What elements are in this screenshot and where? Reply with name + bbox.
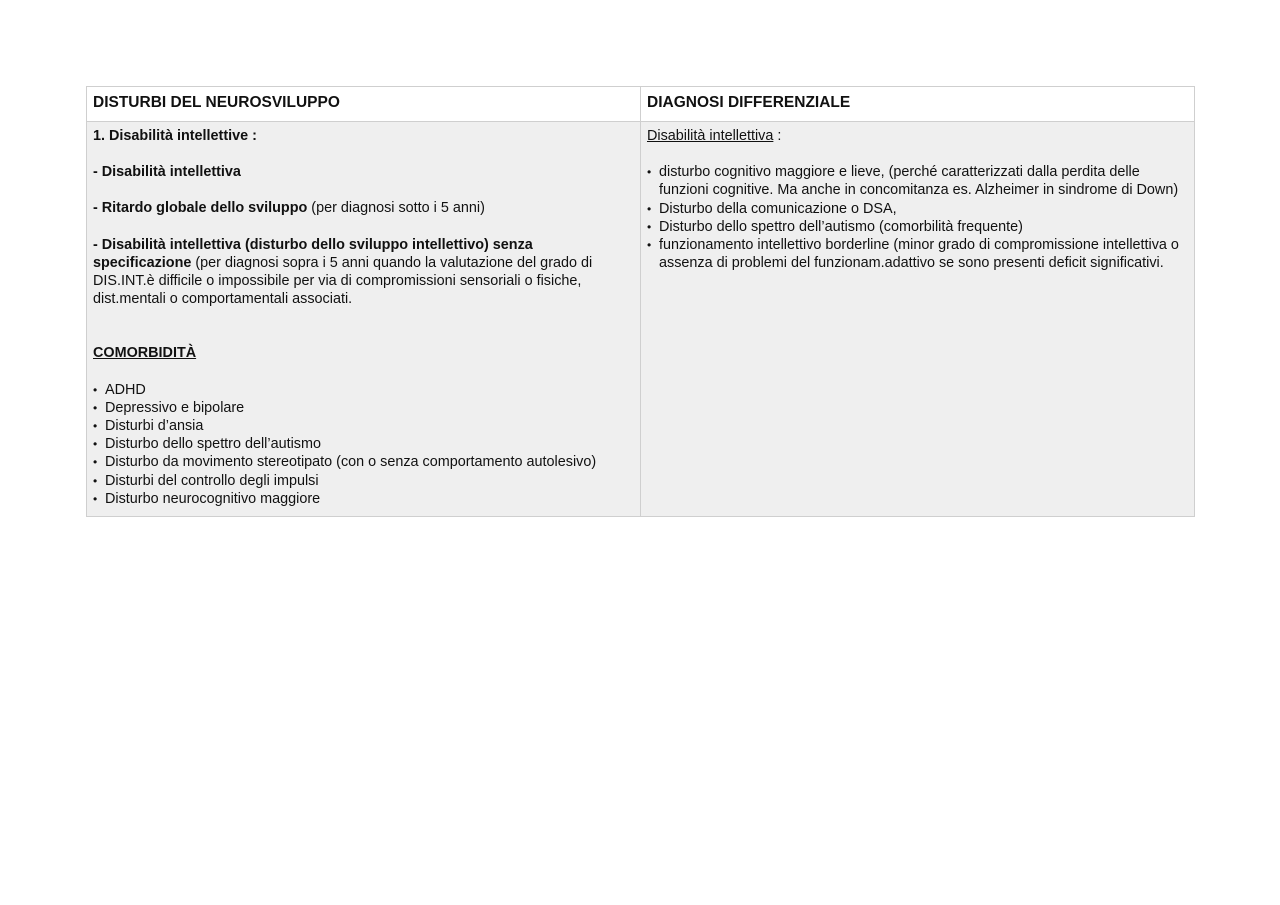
comorbidity-list: [93, 381, 634, 508]
table-row: [87, 122, 1195, 517]
section-title: 1. Disabilità intellettive :: [93, 128, 257, 144]
list-item: - Ritardo globale dello sviluppo (per diagnosi sotto i 5 anni): [93, 200, 485, 217]
list-item: • Depressivo e bipolare: [93, 399, 634, 417]
list-item: - Disabilità intellettiva (disturbo dello sviluppo intellettivo) senza specificazione (per diagnosi sopra i 5 anni quando la valutazione del grado di DIS.INT.è difficile o impossibile per via di compromissioni sensoriali o fisiche, dist.mentali o comportamentali associati.: [93, 236, 593, 308]
right-cell: [641, 122, 1195, 517]
list-item: • Disturbo dello spettro dell’autismo (comorbilità frequente): [647, 218, 1188, 236]
list-item: • Disturbo della comunicazione o DSA,: [647, 200, 1188, 218]
list-item: • ADHD: [93, 381, 634, 399]
differential-list: [647, 163, 1188, 272]
list-item: - Disabilità intellettiva: [93, 164, 241, 181]
left-cell: [87, 122, 641, 517]
list-item: • Disturbi d’ansia: [93, 417, 634, 435]
list-item: • funzionamento intellettivo borderline (minor grado di compromissione intellettiva o assenza di problemi del funzionam.adattivo se sono presenti deficit significativi.: [647, 236, 1188, 272]
comorbidity-title: COMORBIDITÀ: [93, 345, 197, 362]
list-item: • Disturbo da movimento stereotipato (con o senza comportamento autolesivo): [93, 453, 634, 471]
differential-title: Disabilità intellettiva :: [647, 128, 782, 144]
table-header-row: [87, 87, 1195, 122]
header-differential-diagnosis: DIAGNOSI DIFFERENZIALE: [641, 87, 1195, 122]
list-item: • Disturbo neurocognitivo maggiore: [93, 490, 634, 508]
diagnosis-table: [86, 86, 1195, 517]
header-neurodevelopmental: DISTURBI DEL NEUROSVILUPPO: [87, 87, 641, 122]
list-item: • Disturbi del controllo degli impulsi: [93, 472, 634, 490]
list-item: • Disturbo dello spettro dell’autismo: [93, 435, 634, 453]
list-item: • disturbo cognitivo maggiore e lieve, (perché caratterizzati dalla perdita delle funzioni cognitive. Ma anche in concomitanza es. Alzheimer in sindrome di Down): [647, 163, 1188, 199]
